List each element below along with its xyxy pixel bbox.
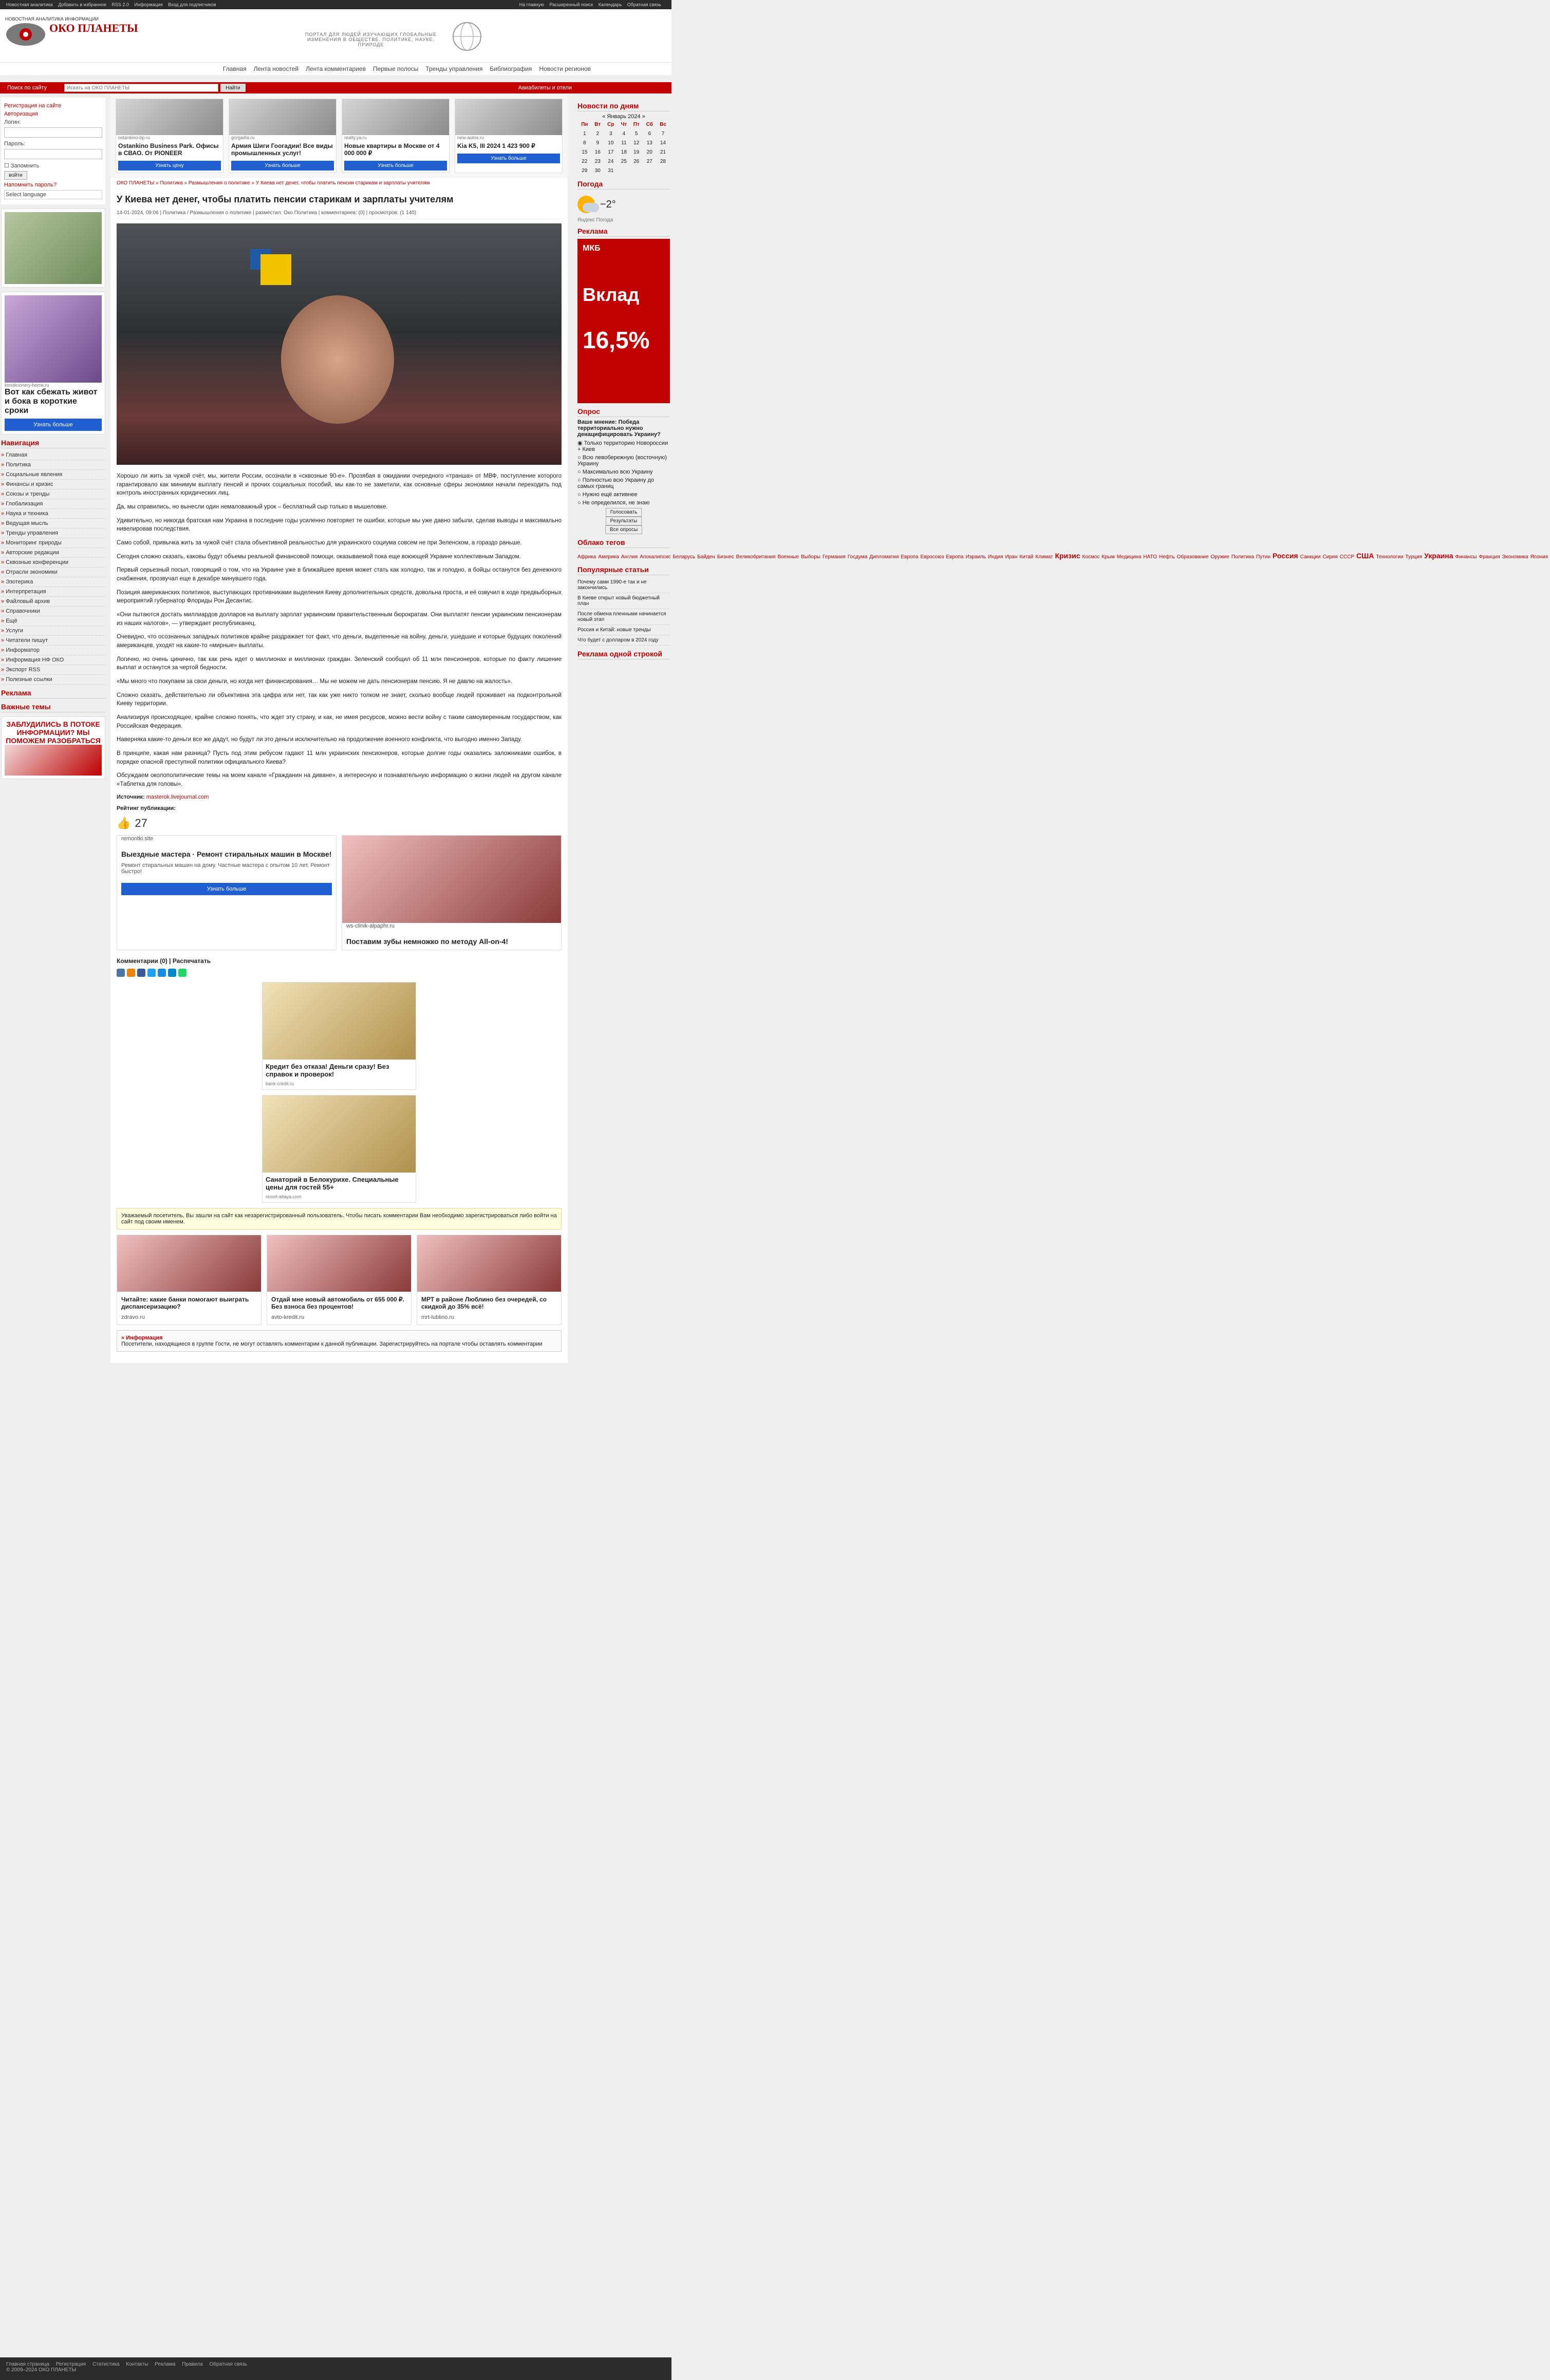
article-paragraph: Сегодня сложно сказать, каковы будут объемы реальной финансовой помощи, оказываемой пока еще воюющей Украине коллективным Западом.: [117, 553, 521, 560]
forgot-password-link[interactable]: Напомнить пароль?: [4, 182, 57, 188]
tag[interactable]: Великобритания: [736, 554, 776, 560]
popular-item[interactable]: В Киеве открыт новый бюджетный план: [577, 593, 670, 609]
left-nav-item[interactable]: » Экспорт RSS: [1, 665, 105, 675]
ad-title: МРТ в районе Люблино без очередей, со скидкой до 35% всё!: [421, 1295, 547, 1310]
ad-card[interactable]: [117, 835, 337, 950]
right-sidebar: [577, 98, 1548, 662]
bank-title: Вклад: [583, 284, 640, 305]
topbar-links: [6, 2, 220, 7]
copyright: © 2009–2024 ОКО ПЛАНЕТЫ: [6, 2367, 77, 2373]
poll-option[interactable]: ○ Нужно ещё активнее: [577, 492, 638, 498]
logo-subtitle: НОВОСТНАЯ АНАЛИТИКА ИНФОРМАЦИИ: [5, 16, 99, 22]
search-bar: [0, 82, 671, 93]
rating-label: Рейтинг публикации:: [117, 805, 176, 811]
ad-card[interactable]: [342, 99, 450, 173]
tag[interactable]: Крым: [1101, 554, 1115, 560]
language-select[interactable]: Select language: [4, 190, 102, 199]
guest-notice: Уважаемый посетитель, Вы зашли на сайт как незарегистрированный пользователь. Чтобы писать комментарии Вам необходимо зарегистрироваться либо войти на сайт под своим именем.: [117, 1208, 562, 1230]
ad-source: new-autos.ru: [457, 135, 484, 140]
thumbs-up-icon[interactable]: 👍: [117, 816, 131, 829]
poll-option[interactable]: ○ Максимально всю Украину: [577, 469, 653, 475]
article-paragraph: Да, мы справились, но вынесли один немаловажный урок – бесплатный сыр только в мышеловке.: [117, 504, 388, 511]
ad-title: Отдай мне новый автомобиль от 655 000 ₽. Без взноса без процентов!: [271, 1295, 404, 1310]
banner-text: ЗАБЛУДИЛИСЬ В ПОТОКЕ ИНФОРМАЦИИ? МЫ ПОМОЖЕМ РАЗОБРАТЬСЯ: [6, 720, 101, 745]
ad-image: [455, 99, 562, 135]
news-by-day-heading: Новости по дням: [577, 102, 670, 111]
all-polls-button[interactable]: Все опросы: [605, 525, 642, 534]
left-nav-item[interactable]: » Файловый архив: [1, 597, 105, 607]
tag[interactable]: Индия: [987, 554, 1003, 560]
tag[interactable]: Экономика: [1502, 554, 1528, 560]
article-paragraph: «Мы много что покупаем за свои деньги, но когда нет финансирования… Мы не можем не дать пенсионерам пенсию. Я не давлю на жалость».: [117, 678, 513, 685]
topbar-link[interactable]: RSS 2.0: [111, 2, 129, 7]
tag[interactable]: Украина: [1424, 552, 1453, 560]
ad-image: [263, 983, 416, 1060]
tag[interactable]: Германия: [822, 554, 846, 560]
left-promo[interactable]: [1, 292, 105, 435]
flights-link[interactable]: Авиабилеты и отели: [518, 85, 572, 91]
ad-title: Поставим зубы немножко по методу All-on-4!: [346, 937, 509, 946]
left-nav-item[interactable]: » Отрасли экономики: [1, 568, 105, 577]
login-label: Логин:: [4, 119, 21, 125]
left-nav-item[interactable]: » Информатор: [1, 646, 105, 655]
ad-source: bank-credit.ru: [266, 1081, 294, 1086]
main-nav: [0, 63, 671, 75]
left-nav-item[interactable]: » Сквозные конференции: [1, 558, 105, 568]
mail-icon[interactable]: [158, 969, 166, 977]
ad-card[interactable]: [116, 99, 223, 173]
password-field[interactable]: [4, 149, 102, 159]
site-name: ОКО ПЛАНЕТЫ: [49, 22, 138, 34]
ad-image: [117, 1235, 261, 1292]
partly-cloudy-icon: [577, 196, 595, 213]
navigation-heading: Навигация: [1, 439, 105, 448]
tag[interactable]: Космос: [1082, 554, 1100, 560]
promo-button[interactable]: Узнать больше: [5, 419, 102, 431]
footer-link[interactable]: Главная страница: [6, 2362, 49, 2367]
ad-source: avto-kredit.ru: [271, 1314, 305, 1320]
footer-links: [6, 2362, 665, 2367]
tag[interactable]: Нефть: [1159, 554, 1175, 560]
promo-image: [5, 295, 102, 383]
left-nav-item[interactable]: » Авторские редакции: [1, 548, 105, 558]
ad-button[interactable]: Узнать цену: [118, 161, 221, 171]
poll-option[interactable]: ◉ Только территорию Новороссии + Киев: [577, 440, 668, 452]
left-nav-item[interactable]: » Тренды управления: [1, 528, 105, 538]
search-button[interactable]: Найти: [220, 84, 246, 92]
password-label: Пароль:: [4, 141, 26, 147]
ad-source: gorgadia.ru: [231, 135, 255, 140]
poll-question: Ваше мнение: Победа территориально нужно денацифицировать Украину?: [577, 419, 661, 438]
tags-heading: Облако тегов: [577, 538, 670, 548]
search-label: Поиск по сайту: [7, 85, 47, 91]
top-bar: [0, 0, 671, 9]
popular-heading: Популярные статьи: [577, 565, 670, 575]
ad-source: remontki.site: [121, 835, 154, 842]
article-hero-image: [117, 223, 562, 465]
one-line-ads-heading: Реклама одной строкой: [577, 650, 670, 659]
ad-card[interactable]: [262, 982, 416, 1090]
popular-item[interactable]: Россия и Китай: новые тренды: [577, 625, 670, 635]
article-title: У Киева нет денег, чтобы платить пенсии старикам и зарплаты учителям: [117, 194, 454, 204]
tag[interactable]: Образование: [1176, 554, 1209, 560]
tag[interactable]: Выборы: [801, 554, 820, 560]
site-footer: [0, 2357, 671, 2380]
topbar-right: [519, 2, 665, 7]
vote-button[interactable]: Голосовать: [606, 508, 642, 517]
site-header: [0, 9, 671, 63]
tag[interactable]: Оружие: [1210, 554, 1229, 560]
ad-card[interactable]: [117, 1235, 262, 1325]
facebook-icon[interactable]: [137, 969, 145, 977]
ad-image: [342, 99, 449, 135]
whatsapp-icon[interactable]: [178, 969, 186, 977]
like-count: 27: [135, 816, 147, 829]
footer-link[interactable]: Правила: [182, 2362, 203, 2367]
article-paragraph: Позиция американских политиков, выступающих противниками выделения Киеву дополнительных средств, довольна проста, и её озвучил в ходе предвыборных мероприятий губернатор Флориды Рон Десантис.: [117, 589, 562, 605]
article: [110, 188, 568, 1363]
vk-icon[interactable]: [117, 969, 125, 977]
ad-image: [229, 99, 336, 135]
temperature: −2°: [600, 198, 616, 210]
popular-item[interactable]: После обмена пленными начинается новый этап: [577, 609, 670, 625]
ad-button[interactable]: Узнать больше: [121, 883, 332, 895]
left-nav-item[interactable]: » Ещё: [1, 616, 105, 626]
ad-card[interactable]: [267, 1235, 412, 1325]
site-logo[interactable]: [5, 16, 164, 61]
poll: [577, 419, 670, 534]
article-paragraph: Анализируя происходящее, крайне сложно понять, что ждет эту страну, и как, не имея ресурсов, можно вести войну с таким самоуверенным государством, как Российская Федерация.: [117, 714, 562, 729]
tag[interactable]: СССР: [1339, 554, 1355, 560]
ad-image: [116, 99, 223, 135]
info-title: » Информация: [121, 1334, 163, 1341]
ad-title: Кредит без отказа! Деньги сразу! Без справок и проверок!: [266, 1062, 389, 1078]
ad-title: Выездные мастера · Ремонт стиральных машин в Москве!: [121, 849, 332, 858]
ad-title: Армия Шиги Гоогадии! Все виды промышленных услуг!: [231, 142, 333, 157]
poll-option[interactable]: ○ Не определился, не знаю: [577, 500, 650, 506]
nav-bibliography[interactable]: Библиография: [490, 65, 532, 72]
footer-link[interactable]: Реклама: [155, 2362, 176, 2367]
bank-rate: 16,5%: [583, 327, 650, 353]
topbar-link[interactable]: Обратная связь: [627, 2, 661, 7]
globe-icon: [452, 22, 482, 51]
promo-title: Вот как сбежать живот и бока в короткие сроки: [5, 388, 98, 415]
source-link[interactable]: masterok.livejournal.com: [146, 794, 209, 800]
poll-option[interactable]: ○ Полностью всю Украину до самых границ: [577, 477, 655, 489]
tag[interactable]: Кризис: [1055, 552, 1080, 560]
tag[interactable]: Иран: [1005, 554, 1018, 560]
tag[interactable]: Китай: [1019, 554, 1034, 560]
article-source: Источник: masterok.livejournal.com: [117, 794, 209, 800]
weather-heading: Погода: [577, 180, 670, 190]
ad-image: [342, 836, 561, 923]
bottom-ads: [117, 1235, 562, 1325]
article-meta: 14-01-2024, 09:06 | Политика / Размышления о политике | разместил: Око Политика | комментариев: (0) | просмотров: (1 140): [117, 210, 562, 219]
tag[interactable]: Госдума: [847, 554, 868, 560]
ad-image: [267, 1235, 411, 1292]
tag[interactable]: Европа: [946, 554, 964, 560]
tag-cloud: [577, 550, 1548, 561]
ad-image: [263, 1095, 416, 1173]
ads-heading: Реклама: [577, 227, 670, 237]
login-field[interactable]: [4, 127, 102, 138]
info-banner[interactable]: [1, 716, 105, 779]
ad-desc: Ремонт стиральных машин на дому. Частные мастера с опытом 10 лет. Ремонт быстро!: [121, 862, 330, 875]
ad-source: ostankino-bp.ru: [118, 135, 151, 140]
comments-header[interactable]: Комментарии (0) | Распечатать: [117, 957, 211, 965]
left-nav-list: [1, 450, 105, 685]
telegram-icon[interactable]: [168, 969, 176, 977]
tag[interactable]: Апокалипсис: [640, 554, 671, 560]
info-text: Посетители, находящиеся в группе Гости, не могут оставлять комментарии к данной публикации. Зарегистрируйтесь на портале чтобы оставлять комментарии: [121, 1340, 543, 1347]
article-paragraph: Удивительно, но никогда братская нам Украина в последние годы усиленно повторяет те ошибки, которые мы уже давно забыли, сделав выводы и максимально нивелировав последствия.: [117, 517, 562, 533]
left-nav-item[interactable]: » Услуги: [1, 626, 105, 636]
ad-source: realty.ya.ru: [344, 135, 367, 140]
article-paragraph: Обсуждаем околополитические темы на моем канале «Гражданин на диване», а интересную и познавательную информацию о жизни людей на другом канале «Таблетка для головы».: [117, 772, 562, 788]
topbar-link[interactable]: Календарь: [598, 2, 622, 7]
tag[interactable]: Медицина: [1116, 554, 1142, 560]
ad-button[interactable]: Узнать больше: [231, 161, 334, 171]
weather-source: Яндекс Погода: [577, 217, 613, 223]
article-paragraph: Первый серьезный посыл, говорящий о том, что на Украине уже в ближайшее время может стать как холодно, так и голодно, а бойцы останутся без денежного снабжения, прозвучал еще в декабре минувшего года.: [117, 567, 562, 582]
bank-ad[interactable]: [577, 239, 670, 403]
article-paragraph: Наверняка какие-то деньги все же дадут, но будут ли это деньги исключительно на продолжение военного конфликта, что выгодно именно Западу.: [117, 736, 522, 743]
article-paragraph: Хорошо ли жить за чужой счёт, мы, жители России, осознали в «сквозные 90-е». Прозябая в ожидании очередного «транша» от МВФ, поступление которого гарантировало как минимум выплату пенсий и прочих социальных пособий, мы как-то не заметили, как основные сферы экономики начали переходить под контроль иностранных юридических лиц.: [117, 473, 562, 497]
important-topics-heading: Важные темы: [1, 703, 105, 712]
article-paragraph: В принципе, какая нам разница? Пусть под этим ребусом гадают 11 млн украинских пенсионеров, которые долгие годы оказались заложниками ошибок, в порядке опасной преступной политики официального Киева?: [117, 750, 562, 765]
footer-link[interactable]: Обратная связь: [209, 2362, 248, 2367]
left-nav-item[interactable]: » Глобализация: [1, 499, 105, 509]
ads-heading: Реклама: [1, 689, 105, 698]
tag[interactable]: Турция: [1405, 554, 1423, 560]
left-nav-item[interactable]: » Социальные явления: [1, 470, 105, 480]
ad-source: ws-clinik-alpaphr.ru: [346, 922, 395, 929]
ad-button[interactable]: Узнать больше: [457, 154, 560, 163]
weather-widget[interactable]: [577, 192, 670, 217]
ad-title: Читайте: какие банки помогают выиграть диспансеризацию?: [121, 1295, 249, 1310]
ad-card[interactable]: [342, 835, 562, 950]
mid-ads: [117, 835, 562, 950]
article-paragraph: Очевидно, что осознанных западных политиков крайне раздражает тот факт, что деньги, выделенные на войну, деньги, ушедшие и которые будущих поколений американцев, уходят на какие-то «мирные» выплаты.: [117, 634, 562, 649]
left-nav-item[interactable]: » Полезные ссылки: [1, 675, 105, 685]
top-ads-row: [110, 93, 568, 178]
tag[interactable]: Сирия: [1322, 554, 1338, 560]
left-promo-green[interactable]: [1, 209, 105, 288]
footer-link[interactable]: Регистрация: [55, 2362, 86, 2367]
promo-image: [5, 212, 102, 284]
login-button[interactable]: войти: [4, 171, 27, 180]
footer-link[interactable]: Статистика: [92, 2362, 120, 2367]
search-input[interactable]: [64, 84, 218, 92]
ad-source: mrt-lublino.ru: [421, 1314, 455, 1320]
ad-title: Ostankino Business Park. Офисы в СВАО. От PIONEER: [118, 142, 219, 157]
woman-figure: [281, 295, 394, 424]
tag[interactable]: Бизнес: [717, 554, 734, 560]
calendar-month[interactable]: « Январь 2024 »: [602, 114, 645, 120]
tag[interactable]: Япония: [1530, 554, 1548, 560]
register-link[interactable]: Регистрация на сайте: [4, 103, 62, 109]
topbar-link[interactable]: Расширенный поиск: [549, 2, 593, 7]
tag[interactable]: Европа: [901, 554, 919, 560]
ok-icon[interactable]: [127, 969, 135, 977]
left-nav-item[interactable]: » Эзотерика: [1, 577, 105, 587]
ad-title: Kia K5, III 2024 1 423 900 ₽: [457, 142, 535, 149]
login-link[interactable]: Авторизация: [4, 111, 38, 117]
popular-item[interactable]: Что будет с долларом в 2024 году: [577, 635, 670, 646]
article-paragraph: «Они пытаются достать миллиардов долларов на выплату зарплат украинским правительственным бюрократам. Они выплатят пенсии украинским пенсионерам из наших налогов», — утверждает республиканец.: [117, 612, 562, 627]
tag[interactable]: Евросоюз: [920, 554, 944, 560]
popular-item[interactable]: Почему сами 1990-е так и не закончились: [577, 577, 670, 593]
topbar-link[interactable]: Новостная аналитика: [6, 2, 53, 7]
left-nav-item[interactable]: » Финансы и кризис: [1, 480, 105, 489]
share-buttons: [117, 969, 562, 977]
nav-front-pages[interactable]: Первые полосы: [372, 65, 419, 72]
topbar-link[interactable]: На главную: [519, 2, 544, 7]
twitter-icon[interactable]: [147, 969, 156, 977]
tag[interactable]: Беларусь: [673, 554, 696, 560]
article-paragraph: Само собой, привычка жить за чужой счёт стала объективной реальностью для украинского социума совсем не при Зеленском, а гораздо раньше.: [117, 540, 522, 546]
nav-comments-feed[interactable]: Лента комментариев: [306, 65, 366, 72]
nav-home[interactable]: Главная: [222, 65, 247, 72]
ad-title: Новые квартиры в Москве от 4 000 000 ₽: [344, 142, 440, 157]
tag[interactable]: Климат: [1035, 554, 1053, 560]
banner-image: [5, 745, 102, 776]
left-nav-item[interactable]: » Интерпретация: [1, 587, 105, 597]
left-nav-item[interactable]: » Справочники: [1, 607, 105, 616]
login-box: [1, 98, 105, 204]
ad-card[interactable]: [417, 1235, 562, 1325]
left-nav-item[interactable]: » Читатели пишут: [1, 636, 105, 646]
tag[interactable]: США: [1356, 552, 1374, 560]
info-box: [117, 1330, 562, 1352]
nav-regions[interactable]: Новости регионов: [539, 65, 591, 72]
ad-button[interactable]: Узнать больше: [344, 161, 447, 171]
breadcrumb[interactable]: ОКО ПЛАНЕТЫ » Политика » Размышления о политике » У Киева нет денег, чтобы платить пенсии старикам и зарплаты учителям: [117, 180, 430, 186]
results-button[interactable]: Результаты: [606, 517, 642, 525]
left-nav-item[interactable]: » Союзы и тренды: [1, 489, 105, 499]
tag[interactable]: Африка: [577, 554, 596, 560]
tag[interactable]: Технологии: [1376, 554, 1404, 560]
tag[interactable]: Дипломатия: [869, 554, 899, 560]
promo-source: kondicionery-home.ru: [5, 383, 49, 388]
tag[interactable]: Израиль: [965, 554, 986, 560]
topbar-link[interactable]: Добавить в избранное: [58, 2, 106, 7]
tag[interactable]: Санкции: [1300, 554, 1321, 560]
tag[interactable]: Америка: [598, 554, 619, 560]
tag[interactable]: Политика: [1231, 554, 1254, 560]
topbar-link[interactable]: Информация: [134, 2, 163, 7]
topbar-link[interactable]: Вход для подписчиков: [168, 2, 216, 7]
tag[interactable]: Россия: [1272, 552, 1298, 560]
nav-trends[interactable]: Тренды управления: [425, 65, 483, 72]
nav-news-feed[interactable]: Лента новостей: [253, 65, 299, 72]
likes[interactable]: [117, 817, 562, 830]
ad-card[interactable]: [262, 1095, 416, 1203]
bank-name: МКБ: [583, 244, 601, 253]
main-content: [110, 93, 568, 1363]
poll-heading: Опрос: [577, 407, 670, 417]
article-paragraph: Логично, но очень цинично, так как речь идет о миллионах и миллионах граждан. Зеленский сообщил об 11 млн пенсионеров, которые по факту лишение выплат и останутся за чертой бедности.: [117, 656, 562, 671]
flag-shape: [260, 254, 291, 285]
world-map-icon: [5, 22, 46, 47]
left-sidebar: [1, 98, 105, 783]
left-nav-item[interactable]: » Главная: [1, 450, 105, 460]
poll-option[interactable]: ○ Всю левобережную (восточную) Украину: [577, 455, 667, 467]
ad-card[interactable]: [455, 99, 563, 173]
tag[interactable]: Военные: [777, 554, 799, 560]
remember-checkbox[interactable]: ☐ Запомнить: [4, 163, 40, 169]
left-nav-item[interactable]: » Политика: [1, 460, 105, 470]
popular-list: [577, 577, 670, 646]
tag[interactable]: Финансы: [1455, 554, 1477, 560]
calendar: Пн Вт Ср Чт Пт Сб Вс 1 2 3 4 5 6 7 8 9 10 11 12 13 14 15 16 17 18 19 20 21 22 23 24 25 26 27 28 29 30 31: [577, 120, 670, 176]
left-nav-item[interactable]: » Мониторинг природы: [1, 538, 105, 548]
left-nav-item[interactable]: » Ведущая мысль: [1, 519, 105, 528]
article-paragraph: Сложно сказать, действительно ли объективна эта цифра или нет, так как уже никто толком не знает, сколько вообще людей проживает на подконтрольной Киеву территории.: [117, 692, 562, 707]
tag[interactable]: Франция: [1479, 554, 1500, 560]
ad-title: Санаторий в Белокурихе. Специальные цены для гостей 55+: [266, 1175, 399, 1191]
footer-link[interactable]: Контакты: [126, 2362, 148, 2367]
ad-image: [417, 1235, 561, 1292]
ad-card[interactable]: [229, 99, 337, 173]
ad-source: resort-altaya.com: [266, 1194, 302, 1199]
tag[interactable]: Путин: [1256, 554, 1271, 560]
ad-source: zdravo.ru: [121, 1314, 145, 1320]
site-tagline: ПОРТАЛ ДЛЯ ЛЮДЕЙ ИЗУЧАЮЩИХ ГЛОБАЛЬНЫЕ ИЗМЕНЕНИЯ В ОБЩЕСТВЕ, ПОЛИТИКЕ, НАУКЕ, ПРИРОДЕ: [305, 32, 437, 47]
left-nav-item[interactable]: » Наука и техника: [1, 509, 105, 519]
tag[interactable]: Байден: [697, 554, 715, 560]
tag[interactable]: Англия: [621, 554, 638, 560]
left-nav-item[interactable]: » Информация НФ ОКО: [1, 655, 105, 665]
tag[interactable]: НАТО: [1143, 554, 1157, 560]
